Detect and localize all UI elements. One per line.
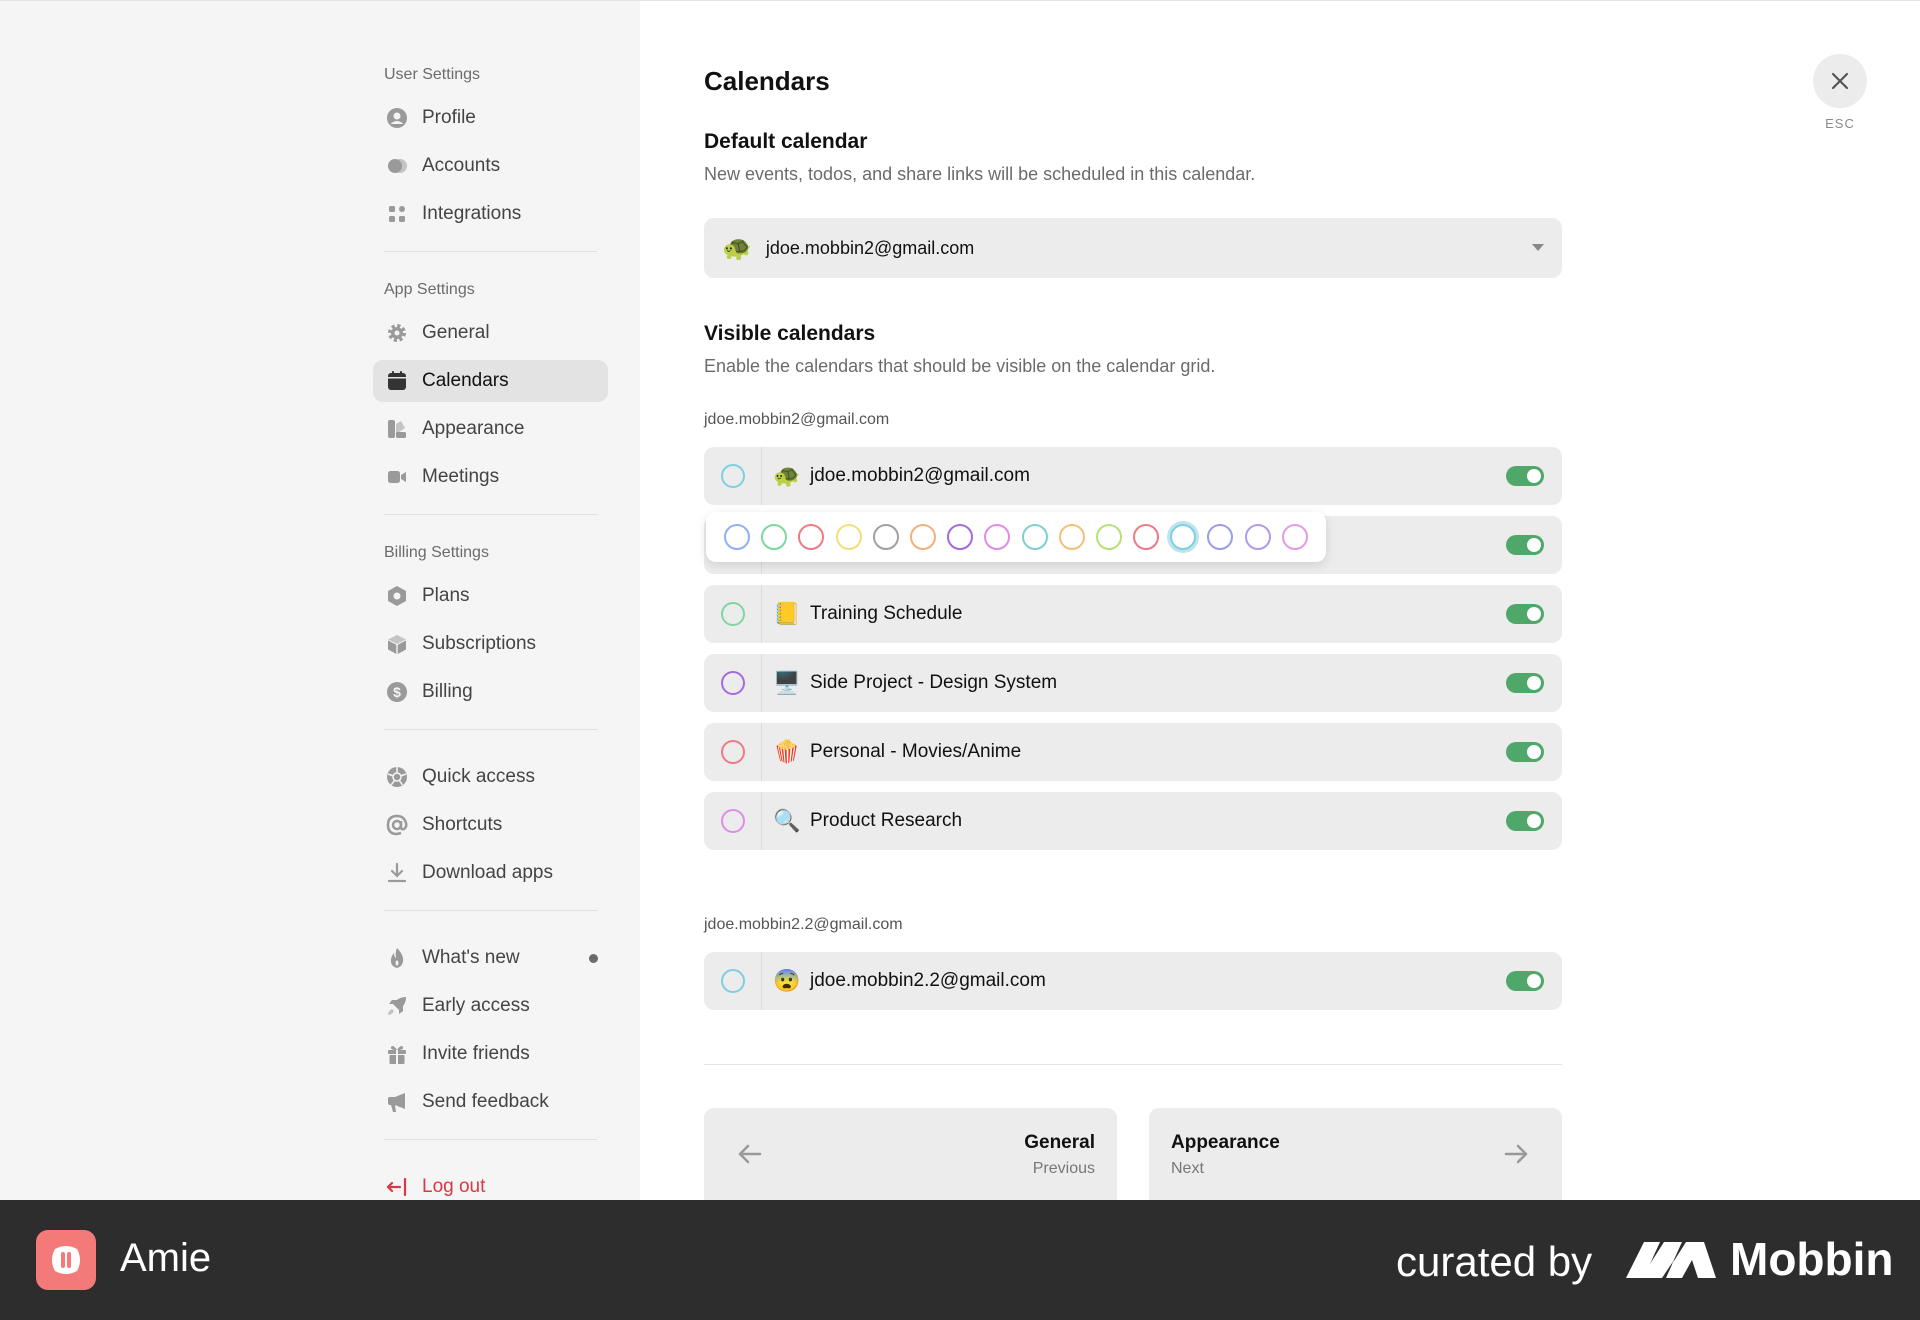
color-swatch[interactable] [798, 524, 824, 550]
color-palette-popover [706, 512, 1326, 562]
sidebar-item-early-access[interactable] [373, 985, 608, 1027]
color-swatch[interactable] [1282, 524, 1308, 550]
sidebar-item-plans[interactable] [373, 575, 608, 617]
sidebar-item-accounts[interactable] [373, 145, 608, 187]
esc-label: ESC [1825, 116, 1855, 131]
footer-bar [0, 1200, 1920, 1320]
calendar-emoji: 🔍 [773, 808, 801, 833]
color-swatch[interactable] [1170, 524, 1196, 550]
calendar-emoji: 🍿 [773, 739, 801, 764]
sidebar-item-send-feedback[interactable] [373, 1081, 608, 1123]
color-swatch[interactable] [984, 524, 1010, 550]
calendar-visibility-toggle[interactable] [1506, 971, 1544, 991]
sidebar-divider [384, 251, 597, 252]
calendar-visibility-toggle[interactable] [1506, 535, 1544, 555]
sidebar-item-label: Invite friends [422, 1043, 530, 1064]
color-swatch[interactable] [724, 524, 750, 550]
default-calendar-section [704, 130, 1562, 185]
calendar-row [704, 447, 1562, 505]
arrow-left-icon [736, 1140, 764, 1168]
color-swatch[interactable] [1245, 524, 1271, 550]
sidebar-item-label: Meetings [422, 466, 500, 487]
color-swatch[interactable] [1207, 524, 1233, 550]
calendar-name: Training Schedule [810, 603, 963, 624]
calendar-emoji: 🖥️ [773, 670, 801, 695]
calendar-color-button[interactable] [704, 447, 762, 505]
calendar-visibility-toggle[interactable] [1506, 673, 1544, 693]
calendar-emoji: 😨 [773, 968, 801, 993]
calendar-icon [386, 370, 408, 392]
sidebar-item-appearance[interactable] [373, 408, 608, 450]
account-email-label: jdoe.mobbin2@gmail.com [704, 411, 890, 428]
close-icon [1831, 72, 1849, 90]
gift-icon [386, 1043, 408, 1065]
calendar-name: jdoe.mobbin2@gmail.com [810, 465, 1030, 486]
calendar-visibility-toggle[interactable] [1506, 811, 1544, 831]
next-page-sub: Next [1171, 1160, 1204, 1177]
sidebar-item-label: Profile [422, 107, 476, 128]
calendar-row [704, 585, 1562, 643]
curated-by-label: curated by [1396, 1238, 1593, 1285]
calendar-color-button[interactable] [704, 585, 762, 643]
calendar-visibility-toggle[interactable] [1506, 466, 1544, 486]
sidebar-item-subscriptions[interactable] [373, 623, 608, 665]
flame-icon [386, 947, 408, 969]
page-title: Calendars [704, 66, 830, 96]
calendar-color-button[interactable] [704, 792, 762, 850]
sidebar-item-profile[interactable] [373, 97, 608, 139]
sidebar-divider [384, 514, 597, 515]
account-email-label: jdoe.mobbin2.2@gmail.com [704, 916, 903, 933]
app-name: Amie [120, 1236, 212, 1280]
color-swatch[interactable] [1022, 524, 1048, 550]
sidebar-item-label: General [422, 322, 490, 343]
logout-icon [386, 1176, 408, 1198]
color-swatch[interactable] [873, 524, 899, 550]
default-calendar-value: jdoe.mobbin2@gmail.com [765, 237, 975, 258]
next-page-button[interactable] [1149, 1108, 1562, 1200]
aperture-icon [386, 766, 408, 788]
calendar-row [704, 654, 1562, 712]
close-button[interactable] [1813, 54, 1867, 108]
video-icon [386, 466, 408, 488]
sidebar-item-label: Quick access [422, 766, 535, 787]
sidebar-item-label: Early access [422, 995, 530, 1016]
dollar-icon [386, 681, 408, 703]
sidebar-item-billing[interactable] [373, 671, 608, 713]
sidebar-item-label: Calendars [422, 370, 509, 391]
calendar-visibility-toggle[interactable] [1506, 604, 1544, 624]
sidebar-item-quick-access[interactable] [373, 756, 608, 798]
sidebar-item-label: What's new [422, 947, 520, 968]
brand-name: Mobbin [1730, 1233, 1894, 1285]
color-ring [721, 969, 745, 993]
calendar-name: jdoe.mobbin2.2@gmail.com [810, 970, 1046, 991]
sidebar-item-label: Subscriptions [422, 633, 537, 654]
calendar-row [704, 792, 1562, 850]
calendar-name: Personal - Movies/Anime [810, 741, 1022, 762]
megaphone-icon [386, 1091, 408, 1113]
app-settings-title: App Settings [384, 281, 475, 298]
default-calendar-description: New events, todos, and share links will be scheduled in this calendar. [704, 164, 1256, 184]
calendar-name: Product Research [810, 810, 963, 831]
at-icon [386, 814, 408, 836]
color-ring [721, 671, 745, 695]
sidebar-item-shortcuts[interactable] [373, 804, 608, 846]
settings-nav [373, 63, 608, 1214]
sidebar-item-invite-friends[interactable] [373, 1033, 608, 1075]
user-settings-title: User Settings [384, 66, 481, 83]
accounts-icon [386, 155, 408, 177]
previous-page-sub: Previous [1032, 1160, 1095, 1177]
sidebar-divider [384, 729, 597, 730]
calendar-color-button[interactable] [704, 654, 762, 712]
settings-sidebar [0, 0, 640, 1200]
color-swatch[interactable] [1096, 524, 1122, 550]
color-swatch[interactable] [1059, 524, 1085, 550]
new-indicator-dot [589, 954, 598, 963]
svg-text:$: $ [393, 684, 401, 700]
calendar-row [704, 952, 1562, 1010]
arrow-right-icon [1502, 1140, 1530, 1168]
sidebar-divider [384, 1139, 597, 1140]
color-swatch[interactable] [1133, 524, 1159, 550]
sidebar-item-integrations[interactable] [373, 193, 608, 235]
visible-calendars-heading: Visible calendars [704, 322, 876, 345]
previous-page-button[interactable] [704, 1108, 1117, 1200]
sidebar-item-label: Billing [422, 681, 473, 702]
calendar-row [704, 723, 1562, 781]
download-icon [386, 862, 408, 884]
sidebar-item-download-apps[interactable] [373, 852, 608, 894]
color-ring [721, 809, 745, 833]
calendar-emoji: 🐢 [773, 463, 801, 488]
sidebar-item-label: Shortcuts [422, 814, 503, 835]
gear-icon [386, 322, 408, 344]
sidebar-item-whats-new[interactable] [373, 937, 608, 979]
color-swatch[interactable] [947, 524, 973, 550]
color-ring [721, 602, 745, 626]
calendar-color-button[interactable] [704, 723, 762, 781]
previous-page-title: General [1024, 1132, 1095, 1153]
billing-settings-title: Billing Settings [384, 544, 489, 561]
visible-calendars-section [704, 322, 1562, 377]
sidebar-item-label: Integrations [422, 203, 522, 224]
default-calendar-heading: Default calendar [704, 130, 868, 153]
logout-label: Log out [422, 1176, 486, 1197]
default-calendar-select[interactable] [704, 218, 1562, 278]
next-page-title: Appearance [1171, 1132, 1280, 1153]
calendar-visibility-toggle[interactable] [1506, 742, 1544, 762]
appearance-icon [386, 418, 408, 440]
hexagon-icon [386, 585, 408, 607]
mobbin-logo [1626, 1238, 1716, 1282]
sidebar-item-label: Download apps [422, 862, 553, 883]
sidebar-item-label: Appearance [422, 418, 525, 439]
sidebar-item-general[interactable] [373, 312, 608, 354]
sidebar-item-meetings[interactable] [373, 456, 608, 498]
integrations-icon [386, 203, 408, 225]
chevron-down-icon [1532, 244, 1544, 251]
sidebar-item-calendars[interactable] [373, 360, 608, 402]
content-divider [704, 1064, 1562, 1065]
rocket-icon [386, 995, 408, 1017]
sidebar-item-label: Send feedback [422, 1091, 549, 1112]
calendar-name: Side Project - Design System [810, 672, 1058, 693]
color-swatch[interactable] [910, 524, 936, 550]
calendar-emoji: 🐢 [722, 234, 752, 262]
user-circle-icon [386, 107, 408, 129]
calendar-emoji: 📒 [773, 601, 801, 626]
sidebar-divider [384, 910, 597, 911]
sidebar-item-label: Plans [422, 585, 470, 606]
box-icon [386, 633, 408, 655]
color-swatch[interactable] [836, 524, 862, 550]
sidebar-item-label: Accounts [422, 155, 501, 176]
visible-calendars-description: Enable the calendars that should be visible on the calendar grid. [704, 356, 1216, 376]
calendar-color-button[interactable] [704, 952, 762, 1010]
color-ring [721, 464, 745, 488]
color-swatch[interactable] [761, 524, 787, 550]
color-ring [721, 740, 745, 764]
amie-logo [36, 1230, 96, 1290]
